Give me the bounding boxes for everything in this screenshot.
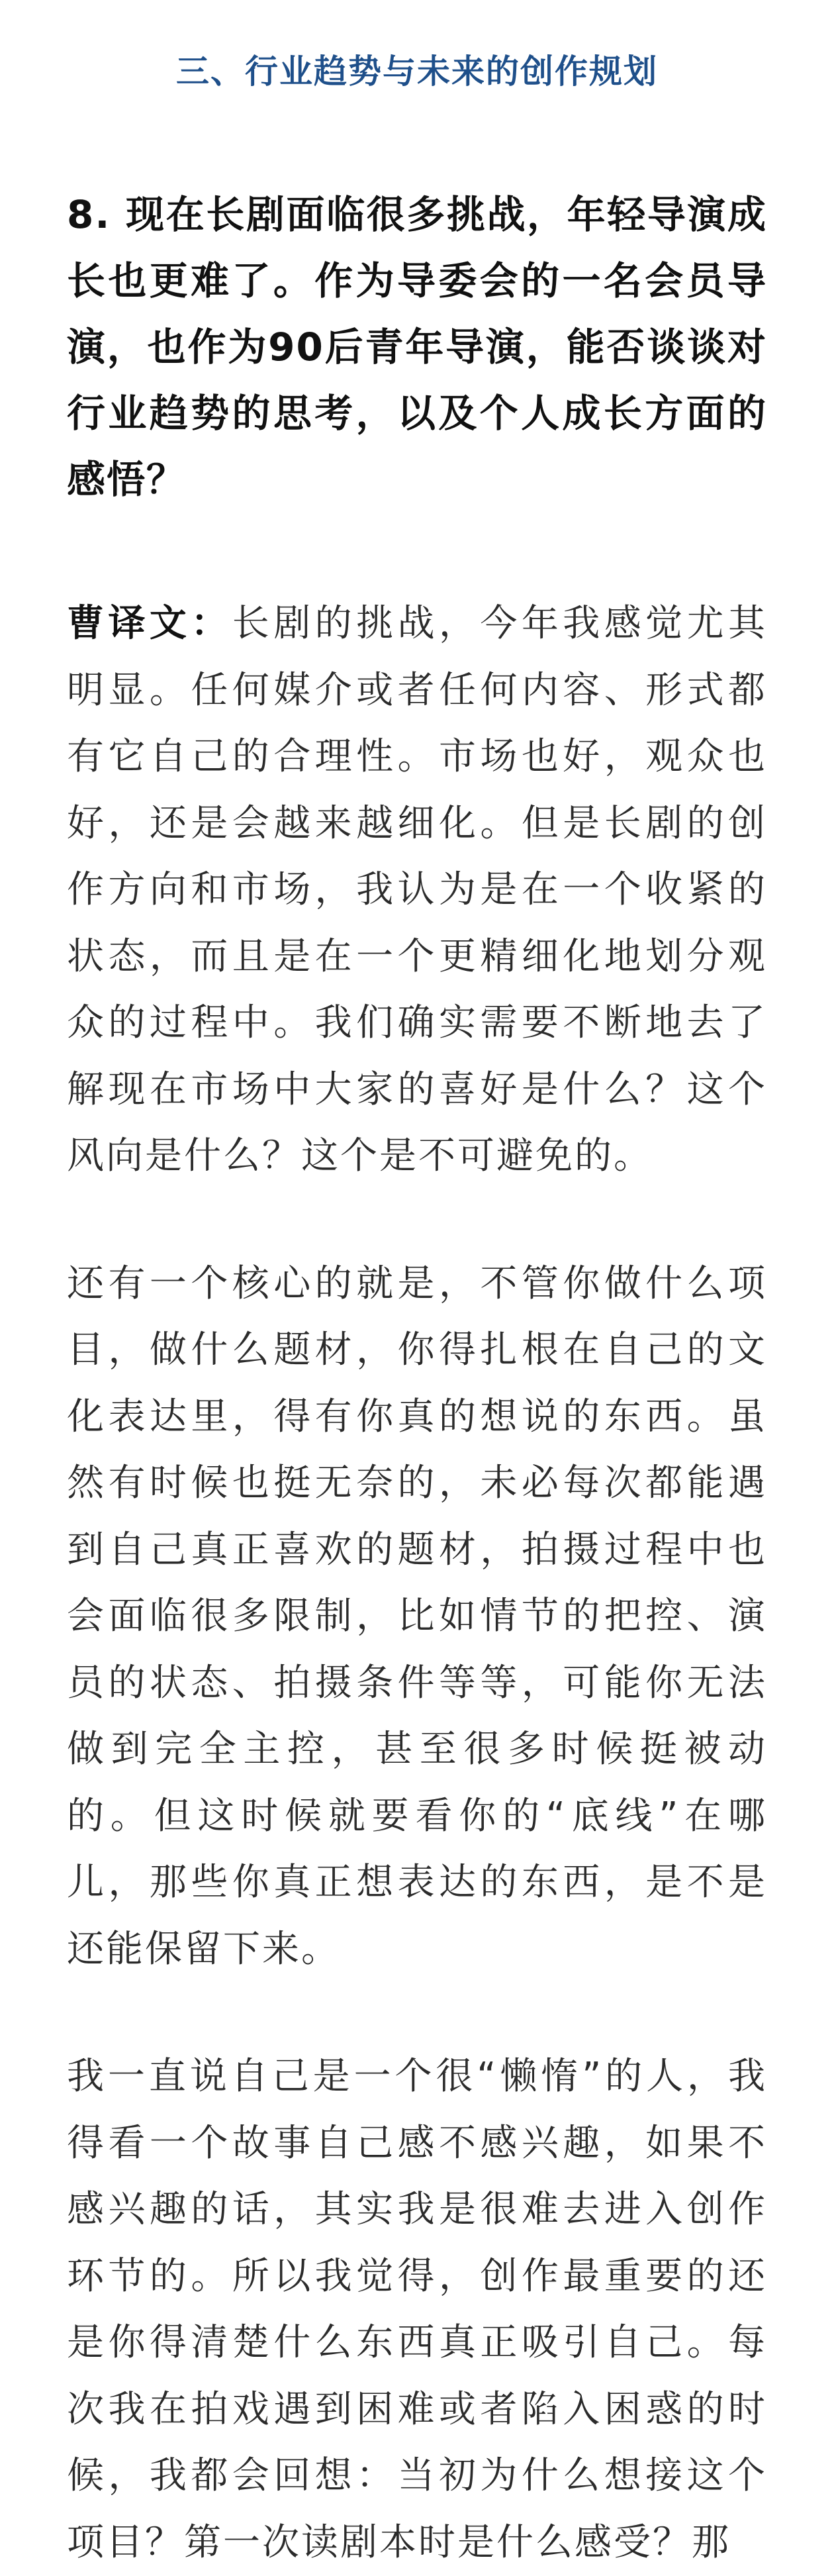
- speaker-name: 曹译文：: [67, 602, 232, 645]
- answer-paragraph-1-text: 长剧的挑战，今年我感觉尤其明显。任何媒介或者任何内容、形式都有它自己的合理性。市场也好，观众也好，还是会越来越细化。但是长剧的创作方向和市场，我认为是在一个收紧的状态，而且是在一个更精细化地划分观众的过程中。我们确实需要不断地去了解现在市场中大家的喜好是什么？这个风向是什么？这个是不可避免的。: [67, 602, 767, 1177]
- answer-paragraph-3: 我一直说自己是一个很“懒惰”的人，我得看一个故事自己感不感兴趣，如果不感兴趣的话，其实我是很难去进入创作环节的。所以我觉得，创作最重要的还是你得清楚什么东西真正吸引自己。每次我在拍戏遇到困难或者陷入困惑的时候，我都会回想：当初为什么想接这个项目？第一次读剧本时是什么感受？那: [67, 2055, 767, 2564]
- answer-paragraph-2: 还有一个核心的就是，不管你做什么项目，做什么题材，你得扎根在自己的文化表达里，得有你真的想说的东西。虽然有时候也挺无奈的，未必每次都能遇到自己真正喜欢的题材，拍摄过程中也会面临很多限制，比如情节的把控、演员的状态、拍摄条件等等，可能你无法做到完全主控，甚至很多时候挺被动的。但这时候就要看你的“底线”在哪儿，那些你真正想表达的东西，是不是还能保留下来。: [67, 1262, 767, 1971]
- section-title: 三、行业趋势与未来的创作规划: [176, 52, 658, 91]
- answer-paragraph-1: [67, 591, 767, 1190]
- interview-question: 8. 现在长剧面临很多挑战，年轻导演成长也更难了。作为导委会的一名会员导演，也作为90后青年导演，能否谈谈对行业趋势的思考，以及个人成长方面的感悟？: [67, 192, 767, 502]
